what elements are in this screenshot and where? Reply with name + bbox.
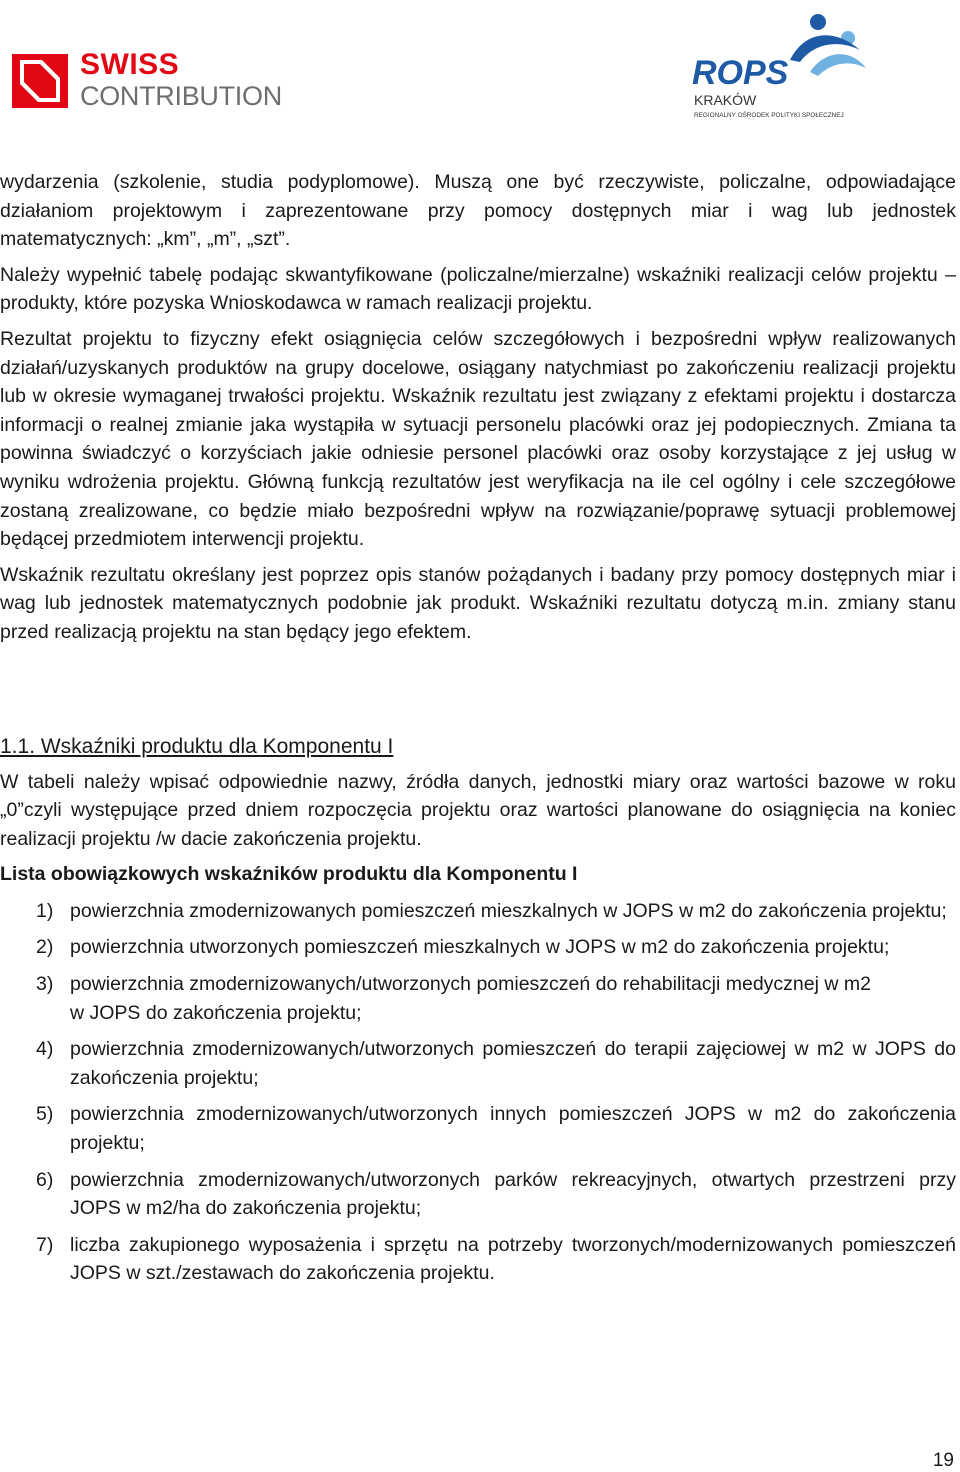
rops-krakow-logo (690, 10, 870, 122)
list-item-number: 3) (36, 973, 54, 996)
list-item (0, 1035, 956, 1092)
swiss-logo-line1: SWISS (80, 48, 180, 81)
paragraph-1: wydarzenia (szkolenie, studia podyplomowe). Muszą one być rzeczywiste, policzalne, odpowiadające działaniom projektowym i zaprezentowane przy pomocy dostępnych miar i wag lub jednostek matematycznych: „km”, „m”, „szt”. (0, 171, 956, 251)
rops-logo-subtitle: REGIONALNY OŚRODEK POLITYKI SPOŁECZNEJ (694, 112, 844, 119)
section-heading: 1.1. Wskaźniki produktu dla Komponentu I (0, 734, 394, 758)
section-intro: W tabeli należy wpisać odpowiednie nazwy, źródła danych, jednostki miary oraz wartości bazowe w roku „0”czyli występujące przed dniem rozpoczęcia projektu oraz wartości planowane do osiągnięcia na koniec realizacji projektu /w dacie zakończenia projektu. (0, 770, 956, 850)
list-item (0, 1166, 956, 1223)
list-item (0, 1100, 956, 1157)
list-item (0, 1231, 956, 1288)
paragraph-4: Wskaźnik rezultatu określany jest poprzez opis stanów pożądanych i badany przy pomocy dostępnych miar i wag lub jednostek matematycznych podobnie jak produkt. Wskaźniki rezultatu dotyczą m.in. zmiany stanu przed realizacją projektu na stan będący jego efektem. (0, 563, 956, 643)
list-item-text-continued: w JOPS do zakończenia projektu; (70, 1001, 362, 1024)
list-item-number: 5) (36, 1103, 54, 1126)
list-item (0, 897, 956, 926)
list-item (0, 970, 956, 1027)
page-header (0, 0, 960, 140)
list-item-text: powierzchnia utworzonych pomieszczeń mieszkalnych w JOPS w m2 do zakończenia projektu; (70, 936, 890, 959)
rops-logo-city: KRAKÓW (694, 92, 757, 108)
list-item-text: liczba zakupionego wyposażenia i sprzętu na potrzeby tworzonych/modernizowanych pomieszczeń JOPS w szt./zestawach do zakończenia projektu. (70, 1233, 956, 1285)
indicator-list (0, 897, 956, 1288)
page-number: 19 (932, 1450, 954, 1471)
paragraph-2: Należy wypełnić tabelę podając skwantyfikowane (policzalne/mierzalne) wskaźniki realizacji celów projektu – produkty, które pozyska Wnioskodawca w ramach realizacji projektu. (0, 263, 956, 315)
paragraph-3: Rezultat projektu to fizyczny efekt osiągnięcia celów szczegółowych i bezpośredni wpływ realizowanych działań/uzyskanych produktów na grupy docelowe, osiągany natychmiast po zakończeniu realizacji projektu lub w okresie wymaganej trwałości projektu. Wskaźnik rezultatu jest związany z efektami projektu i dostarcza informacji o realnej zmianie jaka wystąpiła w sytuacji personelu placówki oraz jej podopiecznych. Zmiana ta powinna świadczyć o korzyściach jakie odniesie personel placówki oraz osoby korzystające z jej usług w wyniku wdrożenia projektu. Główną funkcją rezultatów jest weryfikacja na ile cel ogólny i cele szczegółowe zostaną zrealizowane, co będzie miało bezpośredni wpływ na rozwiązanie/poprawę sytuacji problemowej będącej przedmiotem interwencji projektu. (0, 327, 956, 551)
swiss-logo-line2: CONTRIBUTION (80, 81, 282, 111)
list-item-number: 7) (36, 1233, 54, 1256)
rops-logo-title: ROPS (692, 54, 789, 92)
rops-figure-head-icon (810, 14, 826, 30)
list-item (0, 933, 956, 962)
list-item-number: 2) (36, 936, 54, 959)
list-item-number: 4) (36, 1038, 54, 1061)
list-item-text: powierzchnia zmodernizowanych pomieszczeń mieszkalnych w JOPS w m2 do zakończenia projektu; (70, 899, 947, 922)
list-item-text: powierzchnia zmodernizowanych/utworzonych pomieszczeń do rehabilitacji medycznej w m2 (70, 973, 871, 996)
list-item-text: powierzchnia zmodernizowanych/utworzonych pomieszczeń do terapii zajęciowej w m2 w JOPS do zakończenia projektu; (70, 1038, 956, 1089)
list-title: Lista obowiązkowych wskaźników produktu dla Komponentu I (0, 863, 578, 886)
list-item-number: 1) (36, 899, 54, 922)
list-item-text: powierzchnia zmodernizowanych/utworzonych parków rekreacyjnych, otwartych przestrzeni przy JOPS w m2/ha do zakończenia projektu; (70, 1168, 956, 1220)
list-item-text: powierzchnia zmodernizowanych/utworzonych innych pomieszczeń JOPS w m2 do zakończenia projektu; (70, 1103, 956, 1155)
document-body (0, 168, 956, 1296)
list-item-number: 6) (36, 1168, 54, 1191)
swiss-flag-icon (12, 54, 68, 108)
